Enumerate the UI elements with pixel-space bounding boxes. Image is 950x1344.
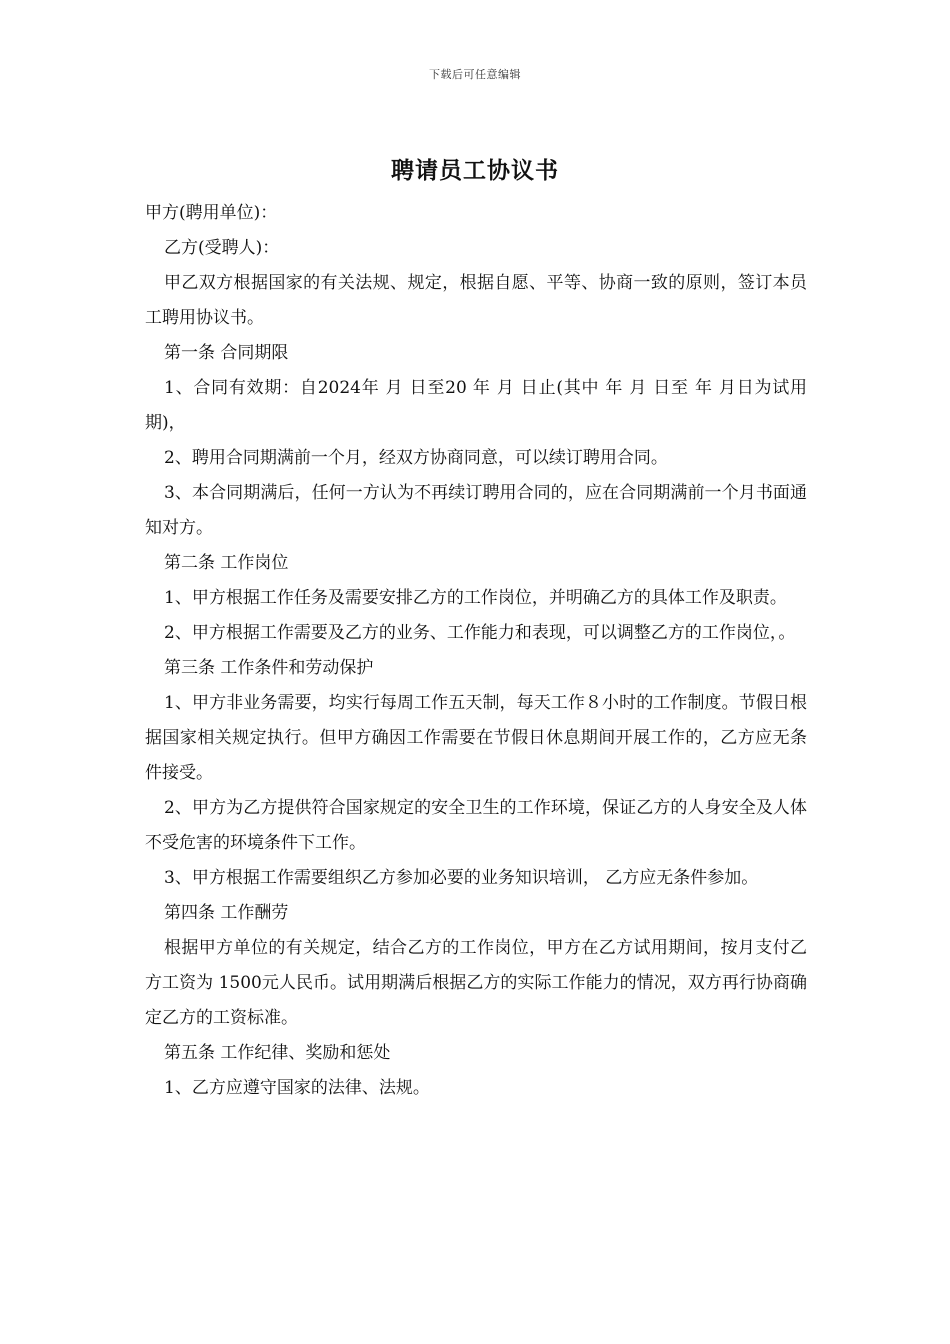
party-b-line: 乙方(受聘人)： xyxy=(164,238,280,258)
section-heading: 第一条 合同期限 xyxy=(164,343,289,363)
section-heading: 第五条 工作纪律、奖励和惩处 xyxy=(164,1043,391,1063)
section-heading: 第二条 工作岗位 xyxy=(164,553,289,573)
clause-paragraph: 1、甲方根据工作任务及需要安排乙方的工作岗位，并明确乙方的具体工作及职责。 xyxy=(164,588,787,608)
clause-paragraph: 2、甲方根据工作需要及乙方的业务、工作能力和表现，可以调整乙方的工作岗位，。 xyxy=(164,623,796,643)
section-heading: 第四条 工作酬劳 xyxy=(164,903,289,923)
section-heading: 第三条 工作条件和劳动保护 xyxy=(164,658,374,678)
document-title: 聘请员工协议书 xyxy=(391,157,559,184)
header-note: 下载后可任意编辑 xyxy=(429,68,521,81)
clause-paragraph: 根据甲方单位的有关规定，结合乙方的工作岗位，甲方在乙方试用期间，按月支付乙方工资为 1500元人民币。试用期满后根据乙方的实际工作能力的情况，双方再行协商确定乙方的工资标准。 xyxy=(145,938,807,1028)
party-a-line: 甲方(聘用单位)： xyxy=(145,203,278,223)
clause-paragraph: 3、本合同期满后，任何一方认为不再续订聘用合同的，应在合同期满前一个月书面通知对方。 xyxy=(145,483,807,538)
clause-paragraph: 2、甲方为乙方提供符合国家规定的安全卫生的工作环境，保证乙方的人身安全及人体不受危害的环境条件下工作。 xyxy=(145,798,807,853)
document-body xyxy=(145,196,807,1106)
clause-paragraph: 3、甲方根据工作需要组织乙方参加必要的业务知识培训， 乙方应无条件参加。 xyxy=(164,868,759,888)
clause-paragraph: 1、合同有效期：自2024年 月 日至20 年 月 日止(其中 年 月 日至 年 月日为试用期)， xyxy=(145,378,807,433)
clause-paragraph: 2、聘用合同期满前一个月，经双方协商同意，可以续订聘用合同。 xyxy=(164,448,668,468)
clause-paragraph: 1、甲方非业务需要，均实行每周工作五天制，每天工作８小时的工作制度。节假日根据国家相关规定执行。但甲方确因工作需要在节假日休息期间开展工作的，乙方应无条件接受。 xyxy=(145,693,807,783)
preamble-paragraph: 甲乙双方根据国家的有关法规、规定，根据自愿、平等、协商一致的原则，签订本员工聘用协议书。 xyxy=(145,273,807,328)
clause-paragraph: 1、乙方应遵守国家的法律、法规。 xyxy=(164,1078,430,1098)
